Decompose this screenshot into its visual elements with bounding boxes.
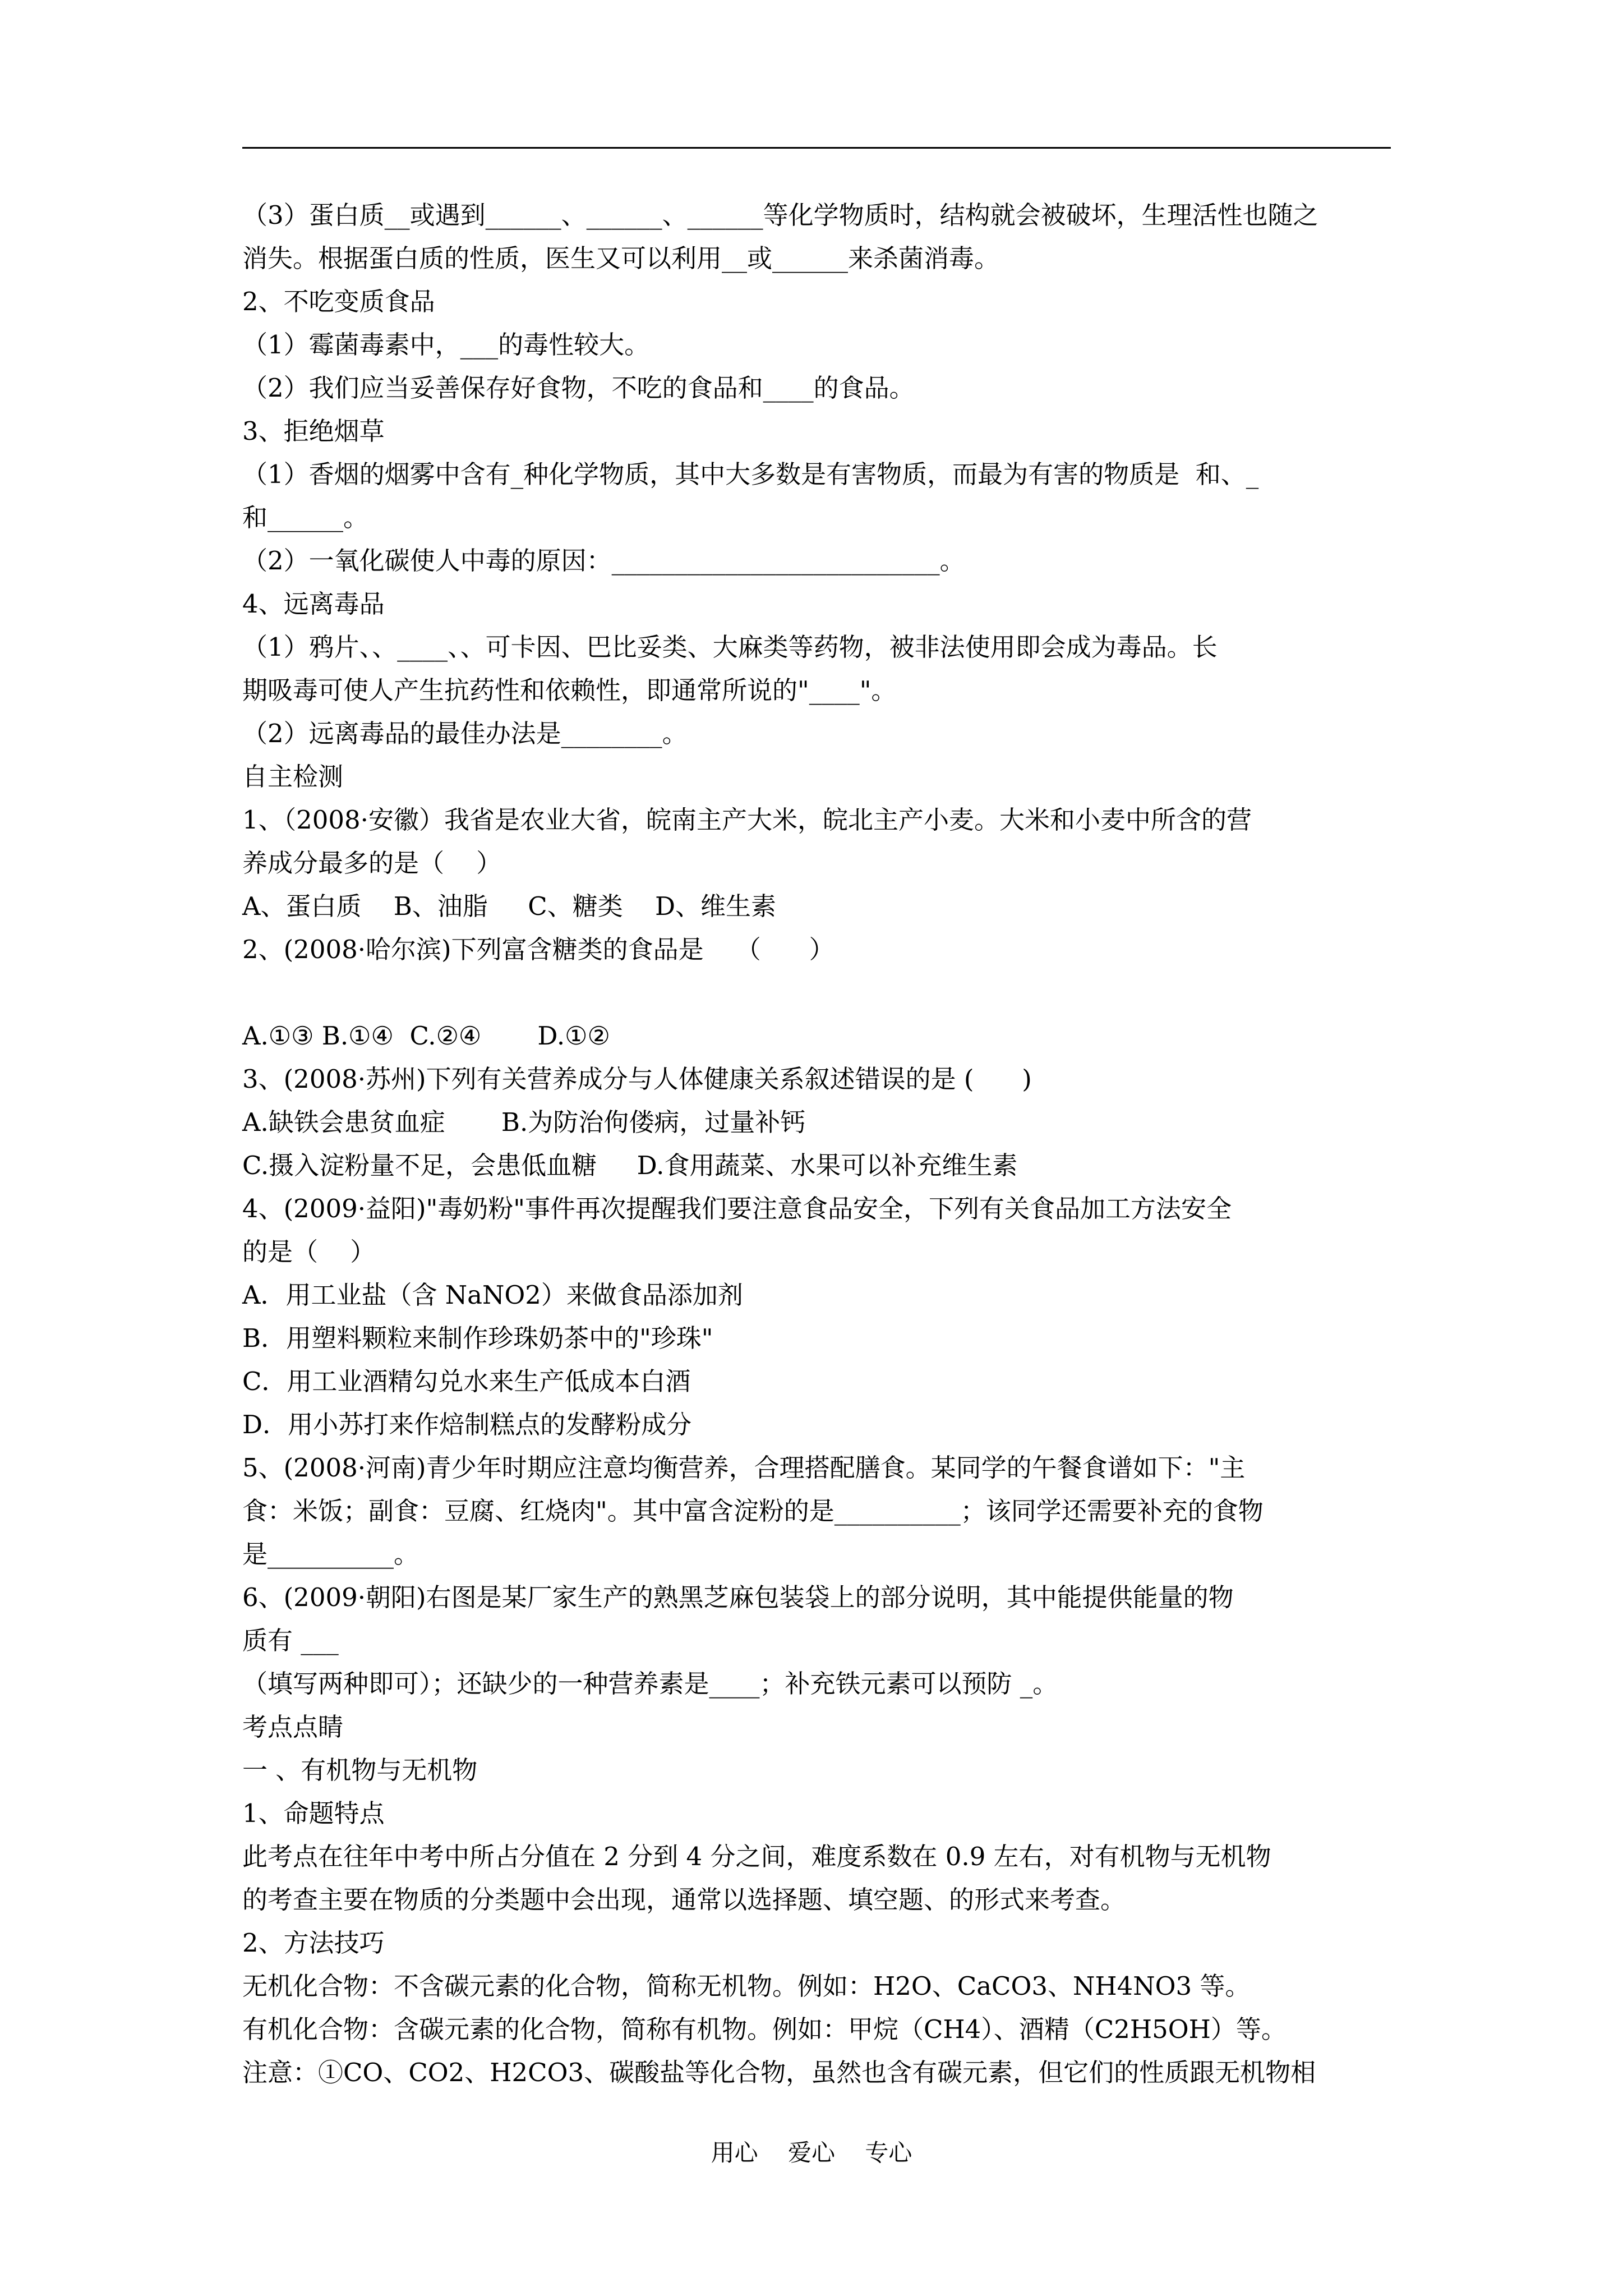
text-line: 期吸毒可使人产生抗药性和依赖性，即通常所说的"____"。 <box>242 675 897 705</box>
section-heading: 一 、有机物与无机物 <box>242 1755 478 1785</box>
answer-options: A.①③ B.①④ C.②④ D.①② <box>242 1021 610 1051</box>
text-line: （1）鸦片、、____、、可卡因、巴比妥类、大麻类等药物，被非法使用即会成为毒品。长 <box>242 632 1218 662</box>
text-line: （3）蛋白质__或遇到______、______、______等化学物质时，结构就会被破坏，生理活性也随之 <box>242 200 1318 230</box>
section-heading: 自主检测 <box>242 762 344 792</box>
answer-option: C．用工业酒精勾兑水来生产低成本白酒 <box>242 1366 691 1396</box>
header-rule <box>242 147 1391 149</box>
text-line: 消失。根据蛋白质的性质，医生又可以利用__或______来杀菌消毒。 <box>242 243 1000 273</box>
text-line: 无机化合物：不含碳元素的化合物，简称无机物。例如：H2O、CaCO3、NH4NO3 等。 <box>242 1971 1251 2001</box>
question-line: 质有 ___ <box>242 1626 339 1655</box>
answer-option: D．用小苏打来作焙制糕点的发酵粉成分 <box>242 1410 692 1439</box>
text-line: 和______。 <box>242 503 369 532</box>
document-body <box>242 194 1409 2094</box>
question-line: 2、(2008·哈尔滨)下列富含糖类的食品是 （ ） <box>242 935 834 964</box>
answer-options: C.摄入淀粉量不足，会患低血糖 D.食用蔬菜、水果可以补充维生素 <box>242 1151 1018 1180</box>
text-line: 有机化合物：含碳元素的化合物，简称有机物。例如：甲烷（CH4）、酒精（C2H5OH）等。 <box>242 2014 1287 2044</box>
question-line: 食：米饭；副食：豆腐、红烧肉"。其中富含淀粉的是__________；该同学还需要补充的食物 <box>242 1496 1264 1526</box>
answer-option: A．用工业盐（含 NaNO2）来做食品添加剂 <box>242 1280 743 1310</box>
question-line: 5、(2008·河南)青少年时期应注意均衡营养，合理搭配膳食。某同学的午餐食谱如下："主 <box>242 1453 1246 1483</box>
question-line: 养成分最多的是（ ） <box>242 848 502 878</box>
blank-line <box>242 971 1409 1014</box>
text-line: （2）我们应当妥善保存好食物，不吃的食品和____的食品。 <box>242 373 915 403</box>
answer-options: A.缺铁会患贫血症 B.为防治佝偻病，过量补钙 <box>242 1107 806 1137</box>
answer-option: B．用塑料颗粒来制作珍珠奶茶中的"珍珠" <box>242 1323 713 1353</box>
question-line: 4、(2009·益阳)"毒奶粉"事件再次提醒我们要注意食品安全，下列有关食品加工方法安全 <box>242 1194 1232 1223</box>
section-heading: 3、拒绝烟草 <box>242 416 385 446</box>
question-line: 6、(2009·朝阳)右图是某厂家生产的熟黑芝麻包装袋上的部分说明，其中能提供能量的物 <box>242 1582 1234 1612</box>
section-heading: 2、方法技巧 <box>242 1928 385 1958</box>
question-line: 1、（2008·安徽）我省是农业大省，皖南主产大米，皖北主产小麦。大米和小麦中所含的营 <box>242 805 1252 835</box>
question-line: 是__________。 <box>242 1539 419 1569</box>
section-heading: 2、不吃变质食品 <box>242 287 435 316</box>
section-heading: 考点点睛 <box>242 1712 344 1742</box>
text-line: （1）香烟的烟雾中含有_种化学物质，其中大多数是有害物质，而最为有害的物质是 和、_ <box>242 459 1259 489</box>
text-line: 注意：①CO、CO2、H2CO3、碳酸盐等化合物，虽然也含有碳元素，但它们的性质跟无机物相 <box>242 2058 1316 2087</box>
text-line: （2）远离毒品的最佳办法是________。 <box>242 719 688 748</box>
section-heading: 1、命题特点 <box>242 1798 385 1828</box>
text-line: 的考查主要在物质的分类题中会出现，通常以选择题、填空题、的形式来考查。 <box>242 1885 1126 1915</box>
text-line: （1）霉菌毒素中，___的毒性较大。 <box>242 330 650 360</box>
question-line: 的是（ ） <box>242 1237 376 1267</box>
page-footer: 用心 爱心 专心 <box>711 2139 912 2166</box>
question-line: （填写两种即可）；还缺少的一种营养素是____；补充铁元素可以预防 _。 <box>242 1669 1058 1699</box>
question-line: 3、(2008·苏州)下列有关营养成分与人体健康关系叙述错误的是 ( ) <box>242 1064 1032 1094</box>
answer-options: A、蛋白质 B、油脂 C、糖类 D、维生素 <box>242 891 777 921</box>
text-line: 此考点在往年中考中所占分值在 2 分到 4 分之间，难度系数在 0.9 左右，对有机物与无机物 <box>242 1842 1271 1871</box>
section-heading: 4、远离毒品 <box>242 589 385 619</box>
text-line: （2）一氧化碳使人中毒的原因：__________________________。 <box>242 546 965 576</box>
